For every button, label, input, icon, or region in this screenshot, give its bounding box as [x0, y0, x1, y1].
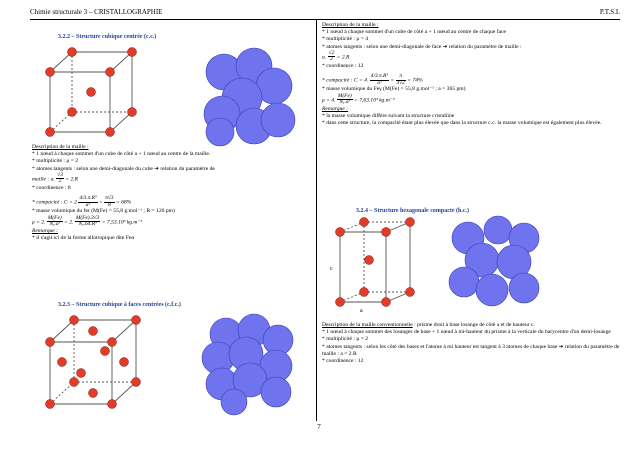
- cfc-desc-heading: Description de la maille :: [322, 22, 379, 28]
- cc-description: [32, 144, 308, 242]
- cfc-face-node: [89, 389, 98, 398]
- cc-sphere: [206, 118, 234, 146]
- cc-title-block: [58, 34, 156, 41]
- cc-center-node: [87, 88, 96, 97]
- cfc-node: [108, 400, 117, 409]
- cfc-sphere: [261, 377, 291, 407]
- cc-b3: * atomes tangents : selon une demi-diagonale du cube ➔ relation du paramètre de: [32, 165, 215, 172]
- hc-b3: * atomes tangents : selon les côté des bases et l'atome à mi hauteur est tangent à 3 atomes de chaque base ➔ relation du paramètre de maille : a = 2.R: [322, 343, 620, 357]
- cc-node: [68, 48, 77, 57]
- hc-sphere: [476, 274, 508, 306]
- cc-desc-heading: Description de la maille :: [32, 144, 89, 150]
- cc-node: [68, 108, 77, 117]
- cfc-b2: * multiplicité : μ = 4: [322, 36, 369, 43]
- cfc-title: 3.2.3 – Structure cubique à faces centrées (c.f.c.): [58, 302, 181, 308]
- hc-prism-diagram: [326, 218, 436, 318]
- hc-node: [406, 288, 415, 297]
- cfc-face-node: [89, 327, 98, 336]
- cc-cube-diagram: [40, 44, 150, 144]
- header-left: Chimie structurale 3 – CRISTALLOGRAPHIE: [30, 8, 163, 16]
- cc-b1: * 1 nœud à chaque sommet d'un cube de côté a + 1 nœud au centre de la maille.: [32, 151, 211, 158]
- cfc-title-block: [58, 302, 181, 309]
- hc-sphere: [449, 267, 479, 297]
- cfc-face-node: [58, 358, 67, 367]
- page-number: 7: [317, 423, 321, 431]
- cfc-face-node: [77, 369, 86, 378]
- hc-label-a: a: [360, 308, 363, 314]
- cfc-cube-diagram: [40, 312, 160, 412]
- header-right: P.T.S.I.: [599, 8, 620, 16]
- hc-sphere: [509, 273, 539, 303]
- cfc-rem1: * la masse volumique diffère suivant la structure cristalline: [322, 112, 455, 119]
- cfc-node: [108, 338, 117, 347]
- cc-node: [106, 128, 115, 137]
- hc-title: 3.2.4 – Structure hexagonale compacte (h.c.): [356, 208, 470, 214]
- cfc-sphere-packing: [196, 314, 300, 414]
- cc-sphere: [261, 103, 295, 137]
- hc-node: [336, 228, 345, 237]
- cfc-rem-heading: Remarque :: [322, 105, 349, 112]
- cfc-node: [46, 400, 55, 409]
- cc-node: [46, 68, 55, 77]
- hc-desc-heading: Description de la maille conventionnelle: [322, 322, 413, 328]
- cfc-node: [46, 338, 55, 347]
- cfc-b3: * atomes tangents : selon une demi-diagonale de face ➔ relation du paramètre de maille :: [322, 43, 522, 50]
- hc-description: [322, 322, 620, 365]
- cfc-masse: * masse volumique du Feγ (M(Fe) = 55,8 g.mol⁻¹ ; a = 365 pm): [322, 86, 466, 93]
- hc-sphere-packing: [446, 216, 546, 310]
- cfc-description: [322, 22, 620, 127]
- hc-label-c: c: [330, 266, 333, 272]
- cc-masse: * masse volumique du fer (M(Fe) = 55,8 g.mol⁻¹ ; R = 126 pm): [32, 208, 175, 215]
- cfc-node: [70, 378, 79, 387]
- cfc-compacite-eq: * compacité : C = 4. $\frac{\text{4/3.π.R³}}{\text{a³}}$ = $\frac{\pi}{3√2}$ = 74%: [322, 73, 423, 86]
- cfc-rem2: * dans cette structure, la compacité étant plus élevée que dans la structure c.c. la masse volumique est également plus élevée.: [322, 120, 602, 127]
- cc-node: [46, 128, 55, 137]
- hc-sphere: [484, 216, 512, 244]
- cfc-sphere: [221, 389, 247, 415]
- cc-rem: * il s'agit ici de la forme allotropique dite Feα: [32, 234, 135, 241]
- cc-node: [128, 48, 137, 57]
- hc-b1: * 1 nœud à chaque sommet des losanges de base + 1 nœud à mi-hauteur du prisme à la verticale du barycentre d'un demi-losange: [322, 329, 611, 336]
- cc-rho-eq: ρ = 2. $\frac{M(Fe)}{\text{Nₐ.a³}}$ = 2. $\frac{M(Fe).3√3}{\text{Nₐ.64.R³}}$ = 7,53.10³ kg.m⁻³: [32, 214, 143, 228]
- hc-node: [336, 298, 345, 307]
- hc-b4: * coordinence : 12: [322, 358, 364, 365]
- hc-desc-rest: : prisme droit à base losange de côté a et de hauteur c.: [412, 322, 535, 328]
- cc-node: [106, 68, 115, 77]
- cc-rem-heading: Remarque :: [32, 227, 59, 234]
- cfc-node: [132, 378, 141, 387]
- cc-b2: * multiplicité : μ = 2: [32, 158, 79, 165]
- cc-coord: * coordinence : 8: [32, 185, 71, 191]
- cfc-node: [70, 316, 79, 325]
- cfc-coord: * coordinence : 12: [322, 63, 364, 69]
- hc-node: [382, 228, 391, 237]
- cfc-face-node: [120, 358, 129, 367]
- hc-node: [382, 298, 391, 307]
- column-divider: [316, 20, 317, 421]
- cfc-node: [132, 316, 141, 325]
- hc-node: [360, 288, 369, 297]
- hc-mid-node: [365, 256, 374, 265]
- hc-title-block: [356, 208, 469, 215]
- cc-compacite-eq: * compacité : C = 2 $\frac{\text{4/3.π.R³}}{\text{a³}}$ = $\frac{\pi√3}{8}$ = 68%: [32, 195, 132, 208]
- hc-b2: * multiplicité : μ = 2: [322, 336, 369, 343]
- cfc-maille-eq: a. $\frac{√2}{2}$ = 2.R: [322, 49, 350, 63]
- hc-node: [360, 218, 369, 227]
- header-rule: [30, 19, 620, 20]
- cfc-rho-eq: ρ = 4. $\frac{M(Fe)}{\text{Nₐ.a³}}$ = 7,63.10³ kg.m⁻³: [322, 92, 395, 106]
- cc-sphere-packing: [196, 48, 296, 146]
- cfc-face-node: [101, 347, 110, 356]
- cc-node: [128, 108, 137, 117]
- cc-maille-eq: maille : a. $\frac{√3}{2}$ = 2.R: [32, 171, 79, 185]
- hc-node: [406, 218, 415, 227]
- cc-title: 3.2.2 – Structure cubique centrée (c.c.): [58, 34, 157, 40]
- cfc-b1: * 1 nœud à chaque sommet d'un cube de côté a + 1 nœud au centre de chaque face: [322, 29, 507, 36]
